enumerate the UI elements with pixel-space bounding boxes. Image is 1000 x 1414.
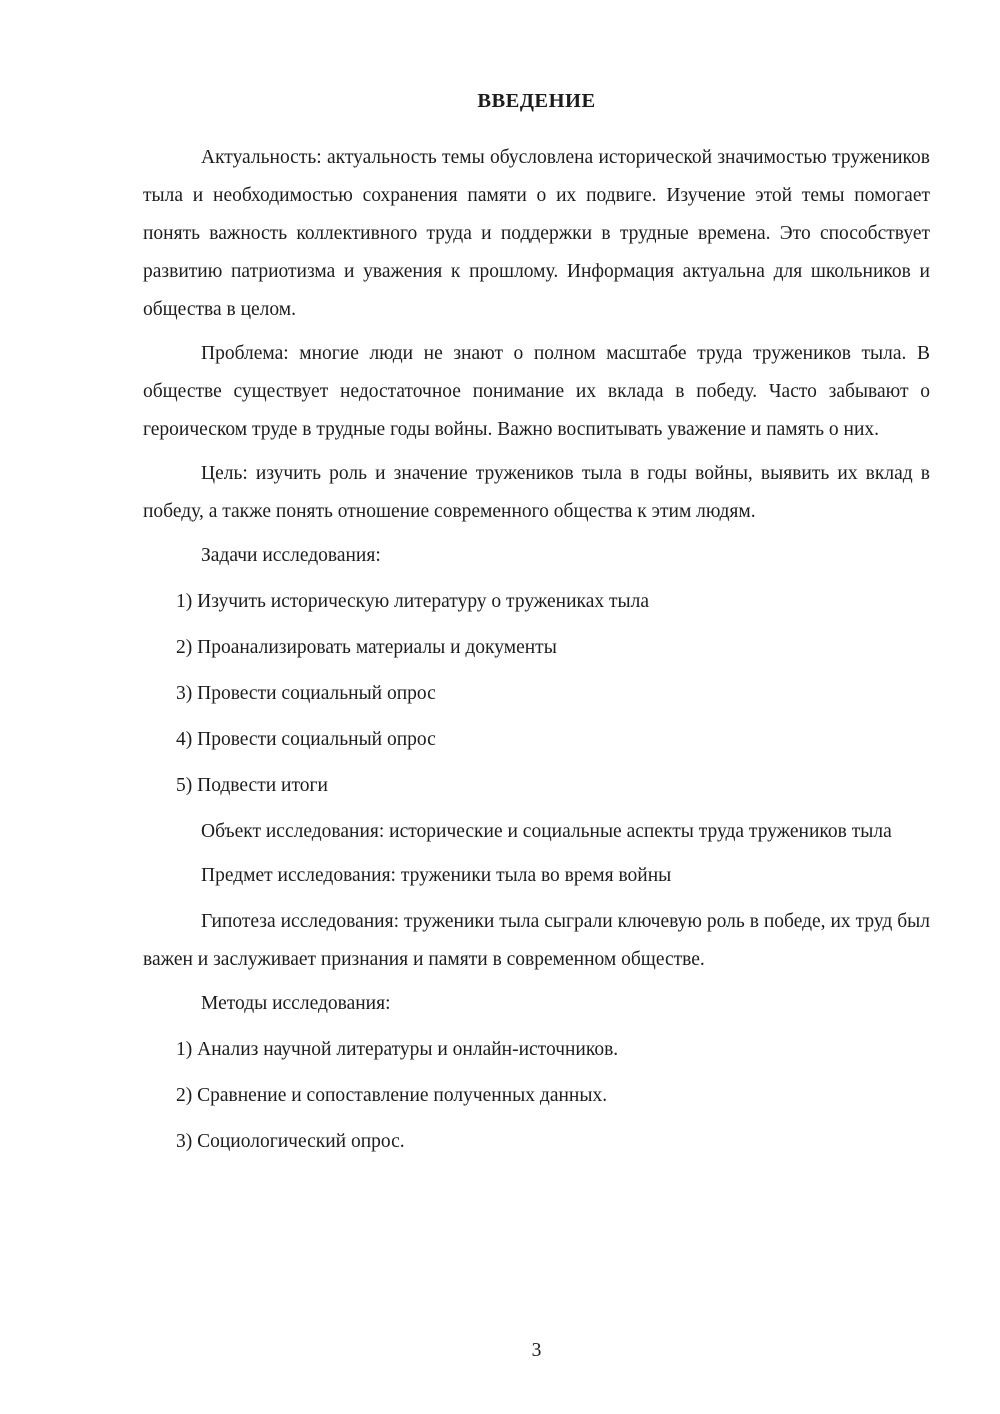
paragraph-relevance: Актуальность: актуальность темы обусловлена исторической значимостью тружеников тыла и необходимостью сохранения памяти о их подвиге. Изучение этой темы помогает понять важность коллективного труда и поддержки в трудные времена. Это способствует развитию патриотизма и уважения к прошлому. Информация актуальна для школьников и общества в целом. xyxy=(143,147,930,320)
method-item: 1) Анализ научной литературы и онлайн-источников. xyxy=(176,1039,619,1060)
method-item: 2) Сравнение и сопоставление полученных данных. xyxy=(176,1085,608,1106)
task-item: 2) Проанализировать материалы и документы xyxy=(176,637,557,658)
task-item: 3) Провести социальный опрос xyxy=(176,683,436,704)
tasks-heading: Задачи исследования: xyxy=(201,545,381,566)
paragraph-object: Объект исследования: исторические и социальные аспекты труда тружеников тыла xyxy=(201,821,892,842)
methods-heading: Методы исследования: xyxy=(201,993,391,1014)
paragraph-goal: Цель: изучить роль и значение тружеников тыла в годы войны, выявить их вклад в победу, а также понять отношение современного общества к этим людям. xyxy=(143,463,930,522)
methods-list xyxy=(143,1031,930,1161)
paragraph-hypothesis: Гипотеза исследования: труженики тыла сыграли ключевую роль в победе, их труд был важен и заслуживает признания и памяти в современном обществе. xyxy=(143,911,930,970)
paragraph-problem: Проблема: многие люди не знают о полном масштабе труда тружеников тыла. В обществе существует недостаточное понимание их вклада в победу. Часто забывают о героическом труде в трудные годы войны. Важно воспитывать уважение и память о них. xyxy=(143,343,930,440)
task-item: 4) Провести социальный опрос xyxy=(176,729,436,750)
method-item: 3) Социологический опрос. xyxy=(176,1131,405,1152)
task-item: 5) Подвести итоги xyxy=(176,775,328,796)
paragraph-subject: Предмет исследования: труженики тыла во время войны xyxy=(201,865,672,886)
page-title: ВВЕДЕНИЕ xyxy=(477,90,596,112)
task-item: 1) Изучить историческую литературу о тружениках тыла xyxy=(176,591,650,612)
tasks-list xyxy=(143,583,930,805)
page-number: 3 xyxy=(531,1340,542,1361)
